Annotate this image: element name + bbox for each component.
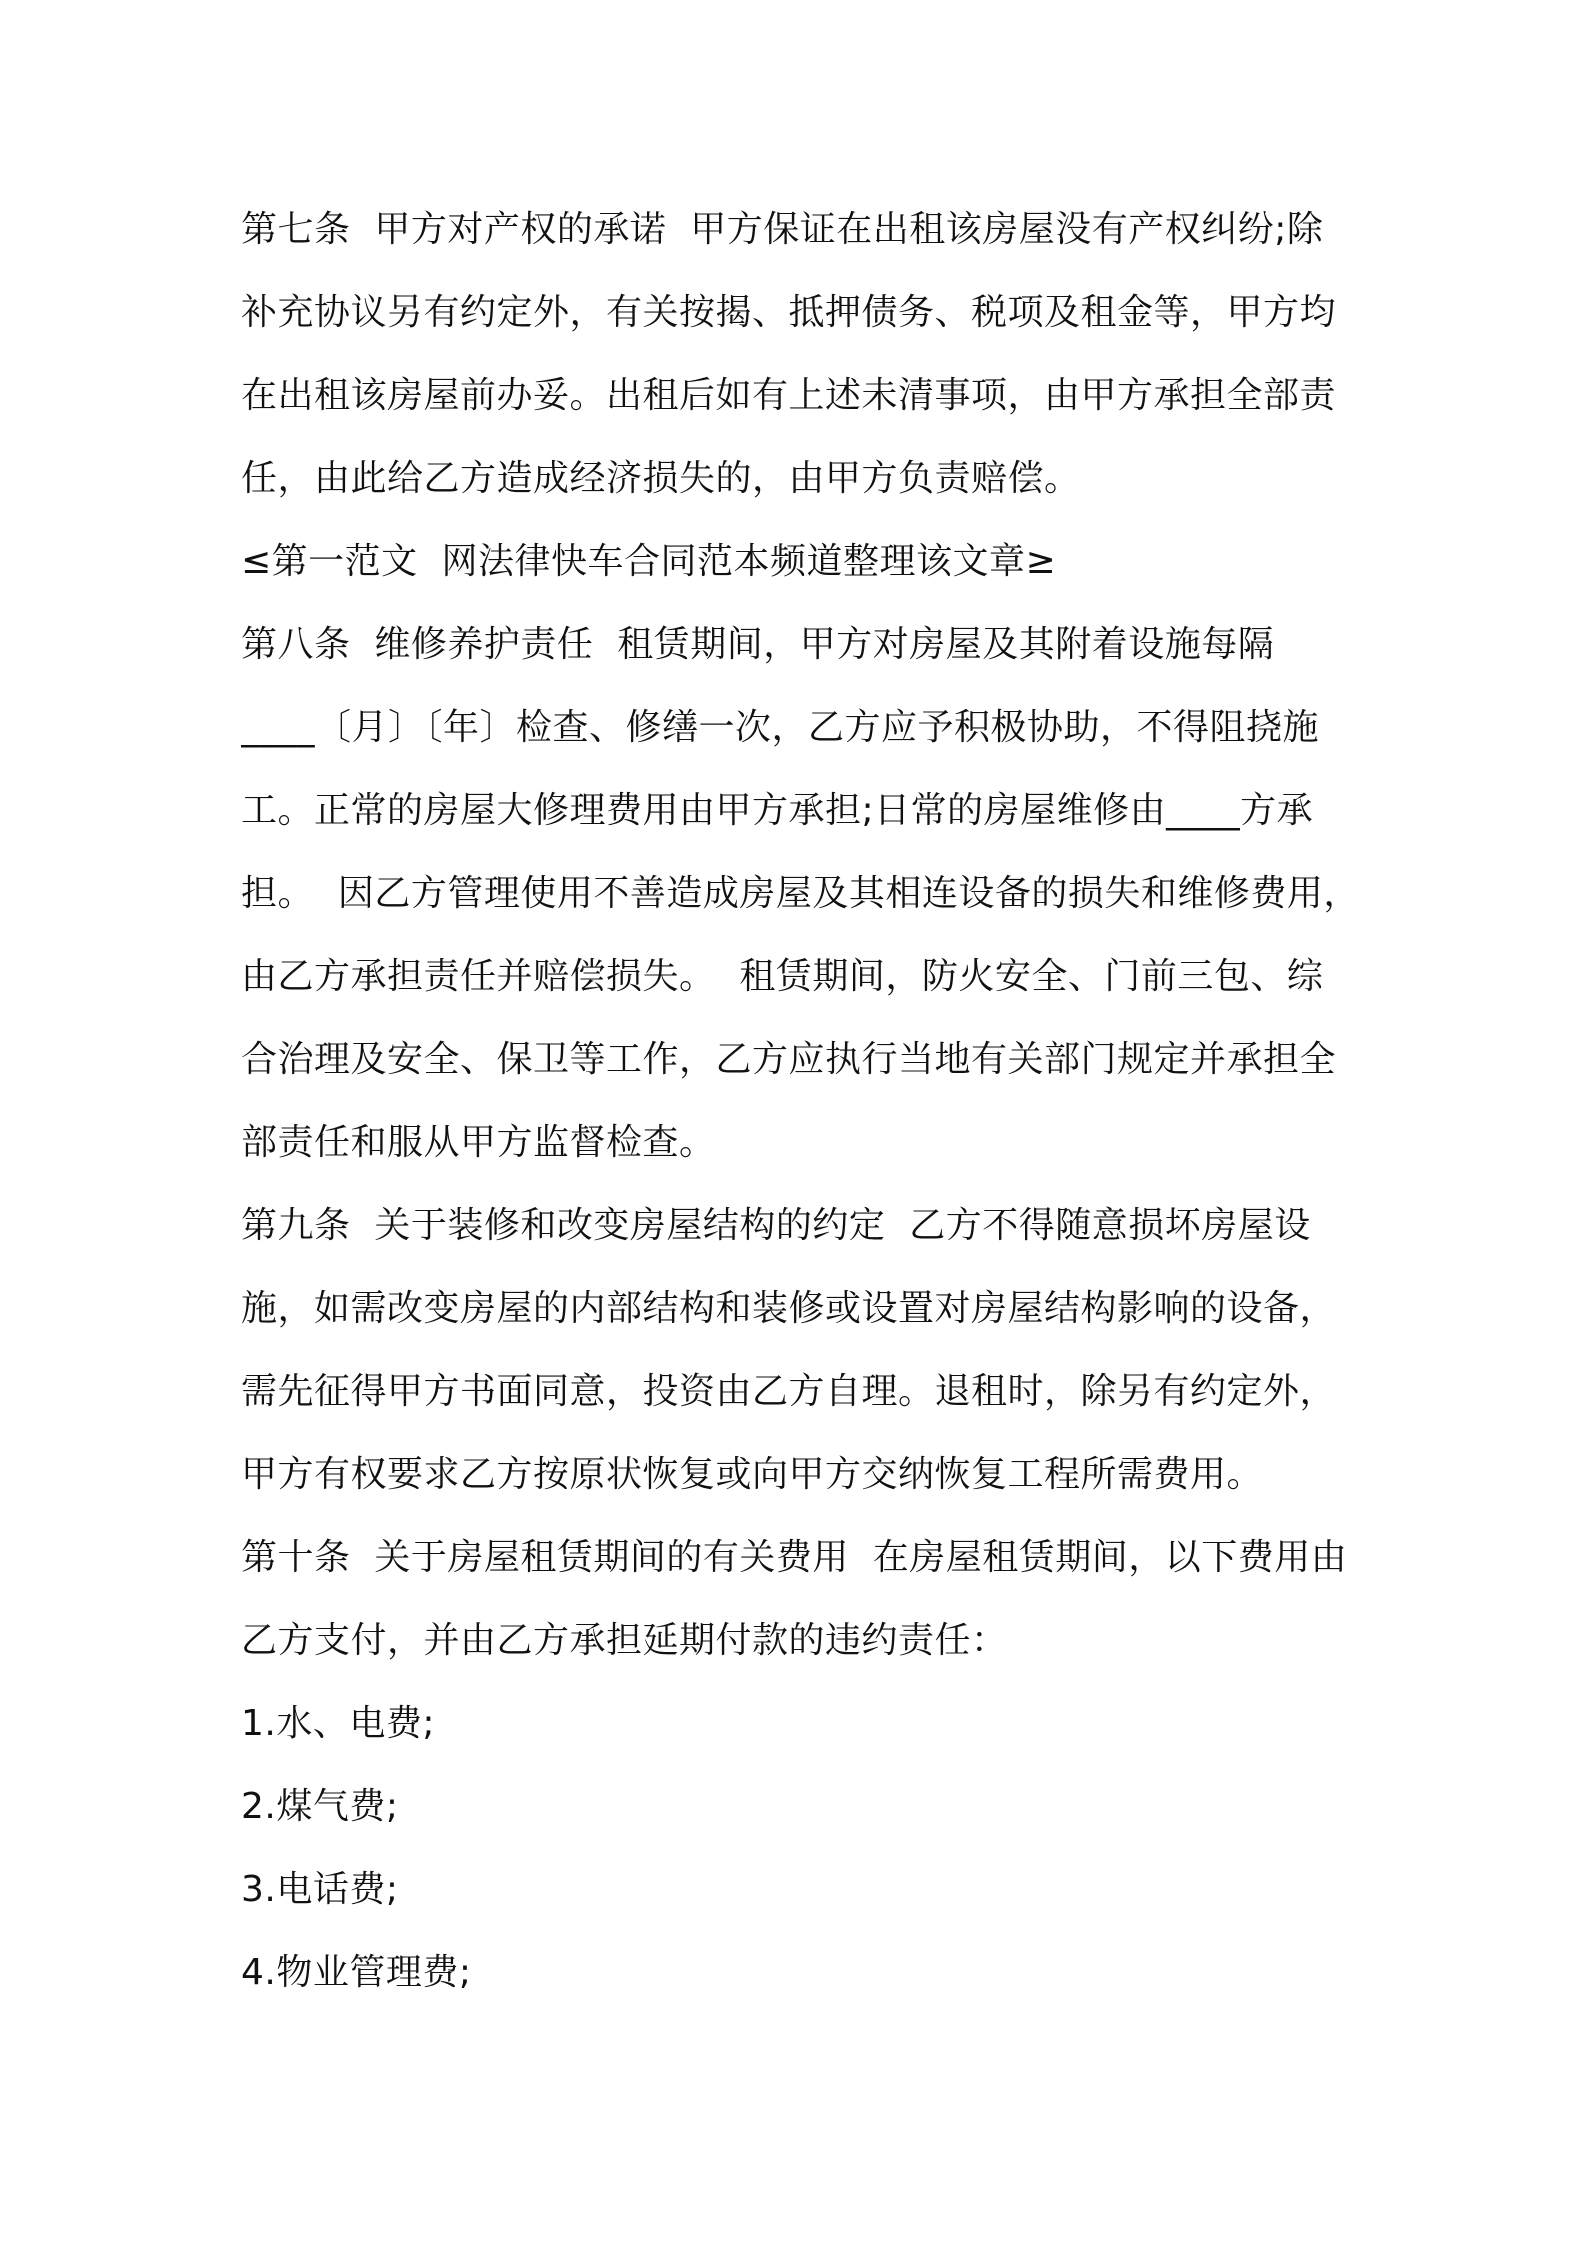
text-line: ____〔月〕〔年〕检查、修缮一次，乙方应予积极协助，不得阻挠施 — [241, 707, 1320, 748]
text-line: 第八条 维修养护责任 租赁期间，甲方对房屋及其附着设施每隔 — [241, 624, 1275, 665]
list-item: 4.物业管理费; — [241, 1952, 472, 1993]
text-line: 乙方支付，并由乙方承担延期付款的违约责任： — [241, 1620, 1008, 1661]
text-line: 施，如需改变房屋的内部结构和装修或设置对房屋结构影响的设备， — [241, 1288, 1337, 1329]
text-line: 第九条 关于装修和改变房屋结构的约定 乙方不得随意损坏房屋设 — [241, 1205, 1311, 1246]
text-line: 担。 因乙方管理使用不善造成房屋及其相连设备的损失和维修费用， — [241, 873, 1360, 914]
text-line: 工。正常的房屋大修理费用由甲方承担;日常的房屋维修由____方承 — [241, 790, 1314, 831]
contract-text-body — [241, 198, 1371, 2024]
text-line: 补充协议另有约定外，有关按揭、抵押债务、税项及租金等，甲方均 — [241, 292, 1337, 333]
text-line: 需先征得甲方书面同意，投资由乙方自理。退租时，除另有约定外， — [241, 1371, 1337, 1412]
text-line: 部责任和服从甲方监督检查。 — [241, 1122, 716, 1163]
text-line: 第七条 甲方对产权的承诺 甲方保证在出租该房屋没有产权纠纷;除 — [241, 209, 1324, 250]
source-note-line: ≤第一范文 网法律快车合同范本频道整理该文章≥ — [241, 541, 1057, 582]
text-line: 甲方有权要求乙方按原状恢复或向甲方交纳恢复工程所需费用。 — [241, 1454, 1264, 1495]
text-line: 由乙方承担责任并赔偿损失。 租赁期间，防火安全、门前三包、综 — [241, 956, 1324, 997]
text-line: 合治理及安全、保卫等工作，乙方应执行当地有关部门规定并承担全 — [241, 1039, 1337, 1080]
list-item: 1.水、电费; — [241, 1703, 435, 1744]
list-item: 3.电话费; — [241, 1869, 399, 1910]
text-line: 任，由此给乙方造成经济损失的，由甲方负责赔偿。 — [241, 458, 1081, 499]
text-line: 第十条 关于房屋租赁期间的有关费用 在房屋租赁期间，以下费用由 — [241, 1537, 1348, 1578]
text-line: 在出租该房屋前办妥。出租后如有上述未清事项，由甲方承担全部责 — [241, 375, 1337, 416]
list-item: 2.煤气费; — [241, 1786, 399, 1827]
